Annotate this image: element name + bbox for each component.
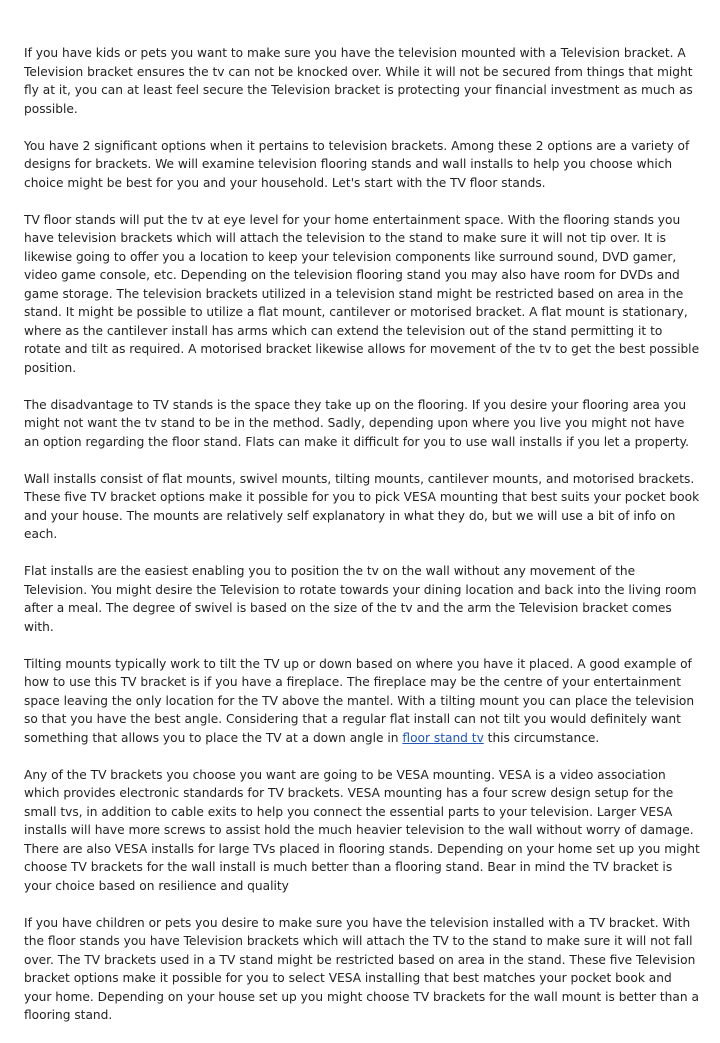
paragraph-floor-stands: TV floor stands will put the tv at eye level for your home entertainment space. With the flooring stands you have television brackets which will attach the television to the stand to make sure it will not tip over. It is likewise going to offer you a location to keep your television components like surround sound, DVD gamer, video game console, etc. Depending on the television flooring stand you may also have room for DVDs and game storage. The television brackets utilized in a television stand might be restricted based on area in the stand. It might be possible to utilize a flat mount, cantilever or motorised bracket. A flat mount is stationary, where as the cantilever install has arms which can extend the television out of the stand permitting it to rotate and tilt as required. A motorised bracket likewise allows for movement of the tv to get the best possible position. — [24, 212, 700, 375]
paragraph-options: You have 2 significant options when it pertains to television brackets. Among these 2 options are a variety of designs for brackets. We will examine television flooring stands and wall installs to help you choose which choice might be best for you and your household. Let's start with the TV floor stands. — [24, 138, 690, 190]
article-body — [24, 44, 702, 1043]
paragraph-intro: If you have kids or pets you want to make sure you have the television mounted with a Television bracket. A Television bracket ensures the tv can not be knocked over. While it will not be secured from things that might fly at it, you can at least feel secure the Television bracket is protecting your financial investment as much as possible. — [24, 46, 693, 116]
floor-stand-tv-link[interactable]: floor stand tv — [402, 730, 484, 745]
paragraph-disadvantage: The disadvantage to TV stands is the space they take up on the flooring. If you desire your flooring area you might not want the tv stand to be in the method. Sadly, depending upon where you live you might not have an option regarding the floor stand. Flats can make it difficult for you to use wall installs if you let a property. — [24, 397, 689, 449]
paragraph-wall-installs: Wall installs consist of flat mounts, swivel mounts, tilting mounts, cantilever mounts, and motorised brackets. These five TV bracket options make it possible for you to pick VESA mounting that best suits your pocket book and your house. The mounts are relatively self explanatory in what they do, but we will use a bit of info on each. — [24, 471, 700, 541]
tilting-text-after: this circumstance. — [483, 730, 600, 745]
tilting-text-before: Tilting mounts typically work to tilt the TV up or down based on where you have it placed. A good example of how to use this TV bracket is if you have a fireplace. The fireplace may be the centre of your entertainment space leaving the only location for the TV above the mantel. With a tilting mount you can place the television so that you have the best angle. Considering that a regular flat install can not tilt you would definitely want something that allows you to place the TV at a down angle in — [24, 656, 695, 745]
paragraph-tilting-mounts — [24, 655, 702, 748]
paragraph-flat-installs: Flat installs are the easiest enabling you to position the tv on the wall without any movement of the Television. You might desire the Television to rotate towards your dining location and back into the living room after a meal. The degree of swivel is based on the size of the tv and the arm the Television bracket comes with. — [24, 564, 697, 634]
paragraph-vesa: Any of the TV brackets you choose you want are going to be VESA mounting. VESA is a video association which provides electronic standards for TV brackets. VESA mounting has a four screw design setup for the small tvs, in addition to cable exits to help you connect the essential parts to your television. Larger VESA installs will have more screws to assist hold the much heavier television to the wall without worry of damage. There are also VESA installs for large TVs placed in flooring stands. Depending on your home set up you might choose TV brackets for the wall install is much better than a flooring stand. Bear in mind the TV bracket is your choice based on resilience and quality — [24, 767, 700, 893]
paragraph-summary: If you have children or pets you desire to make sure you have the television installed with a TV bracket. With the floor stands you have Television brackets which will attach the TV to the stand to make sure it will not fall over. The TV brackets used in a TV stand might be restricted based on area in the stand. These five Television bracket options make it possible for you to select VESA installing that best matches your pocket book and your home. Depending on your house set up you might choose TV brackets for the wall mount is better than a flooring stand. — [24, 915, 699, 1022]
